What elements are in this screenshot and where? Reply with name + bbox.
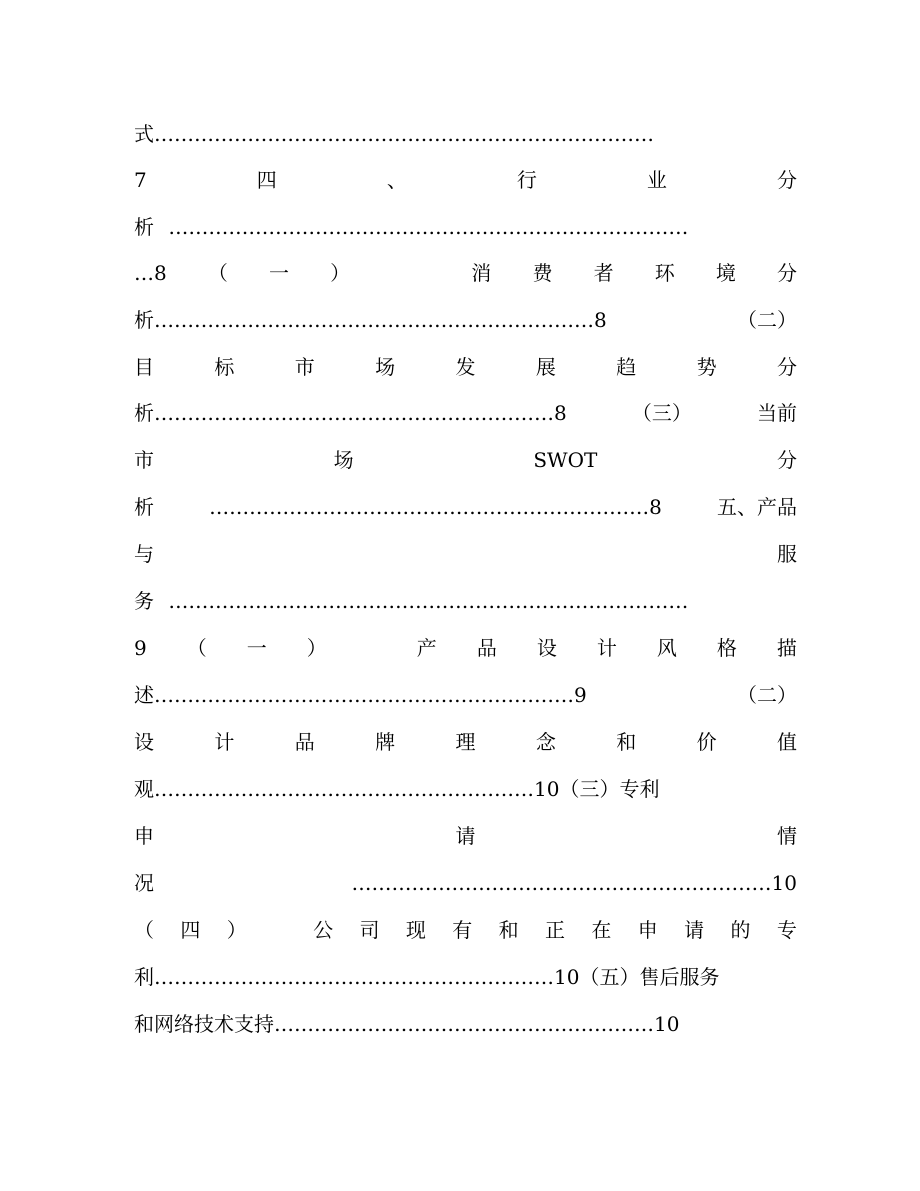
toc-char: 司 xyxy=(359,918,380,942)
toc-char: 市 xyxy=(294,355,315,379)
toc-char: 四 xyxy=(180,918,201,942)
toc-char: 在 xyxy=(591,918,612,942)
toc-line xyxy=(134,820,797,852)
toc-line xyxy=(134,118,797,150)
toc-leader: …………………………………………………………………… xyxy=(168,215,689,239)
toc-char: 计 xyxy=(596,636,617,660)
toc-char: 与 xyxy=(134,542,154,566)
toc-line xyxy=(134,397,797,429)
toc-char: 目 xyxy=(134,355,154,379)
toc-line xyxy=(134,257,797,289)
toc-line xyxy=(134,679,797,711)
toc-line xyxy=(134,164,797,196)
toc-char: 境 xyxy=(715,261,736,285)
toc-char: 环 xyxy=(654,261,675,285)
toc-char: 标 xyxy=(214,355,235,379)
toc-char: 分 xyxy=(776,448,797,472)
toc-char: 务 xyxy=(134,589,154,613)
toc-char: 现 xyxy=(405,918,426,942)
toc-char: 申 xyxy=(637,918,658,942)
toc-char: 场 xyxy=(333,448,354,472)
toc-entry: 和网络技术支持…………………………………………………10 xyxy=(134,1012,680,1036)
toc-char: 析 xyxy=(134,495,154,519)
toc-line xyxy=(134,351,797,383)
toc-leader: ………………………………………………………10 xyxy=(351,871,797,895)
toc-char: 有 xyxy=(452,918,473,942)
toc-char: 品 xyxy=(476,636,497,660)
toc-char: 专 xyxy=(776,918,797,942)
toc-line xyxy=(134,211,797,243)
toc-entry-tail: 析…………………………………………………………8 xyxy=(134,308,607,332)
toc-char: 和 xyxy=(616,730,637,754)
toc-char: 势 xyxy=(696,355,717,379)
toc-char: 发 xyxy=(455,355,476,379)
toc-char: 情 xyxy=(777,824,797,848)
toc-char: 分 xyxy=(777,355,797,379)
toc-char: 消 xyxy=(471,261,492,285)
toc-entry-tail: 析……………………………………………………8 xyxy=(134,401,567,425)
toc-char: 请 xyxy=(684,918,705,942)
toc-char: 申 xyxy=(134,824,154,848)
toc-char: 品 xyxy=(294,730,315,754)
toc-char: ） xyxy=(330,261,351,285)
toc-char: 正 xyxy=(545,918,565,942)
toc-char: 产 xyxy=(416,636,437,660)
toc-char: 况 xyxy=(134,871,154,895)
toc-char: 当前 xyxy=(756,401,797,425)
toc-char: 计 xyxy=(214,730,235,754)
toc-char: 业 xyxy=(646,168,667,192)
toc-line xyxy=(134,961,797,993)
toc-leader: …………………………………………………………………… xyxy=(168,589,689,613)
toc-line xyxy=(134,773,797,805)
toc-leader: …………………………………………………………8 xyxy=(209,495,662,519)
toc-char: SWOT xyxy=(533,448,598,472)
toc-char: 请 xyxy=(455,824,476,848)
toc-line xyxy=(134,491,797,523)
toc-char: 服 xyxy=(777,542,797,566)
toc-char: 者 xyxy=(593,261,614,285)
toc-char: ） xyxy=(226,918,247,942)
toc-char: 一 xyxy=(246,636,267,660)
toc-char: 分 xyxy=(777,261,797,285)
toc-char: 行 xyxy=(516,168,537,192)
toc-line xyxy=(134,632,797,664)
toc-line xyxy=(134,1008,797,1040)
toc-char: 展 xyxy=(535,355,556,379)
toc-char: （三） xyxy=(631,401,692,425)
toc-page-number: 7 xyxy=(134,168,147,192)
toc-text: 式………………………………………………………………… xyxy=(134,122,654,146)
toc-char: （ xyxy=(207,261,228,285)
toc-char: 牌 xyxy=(375,730,396,754)
toc-line xyxy=(134,585,797,617)
toc-char: 值 xyxy=(777,730,797,754)
toc-char: （二） xyxy=(737,308,797,332)
toc-char: 念 xyxy=(535,730,556,754)
toc-line xyxy=(134,538,797,570)
toc-char: 公 xyxy=(313,918,334,942)
toc-char: 场 xyxy=(375,355,396,379)
toc-line xyxy=(134,444,797,476)
toc-entry-tail: 利……………………………………………………10（五）售后服务 xyxy=(134,965,720,989)
toc-char: 费 xyxy=(532,261,553,285)
toc-char: 四 xyxy=(256,168,277,192)
toc-char: 五、产品 xyxy=(716,495,797,519)
toc-page-number: 9 xyxy=(134,636,147,660)
toc-char: 设 xyxy=(536,636,557,660)
toc-char: 风 xyxy=(656,636,677,660)
toc-char: 理 xyxy=(455,730,476,754)
toc-char: 、 xyxy=(386,168,407,192)
toc-line xyxy=(134,726,797,758)
toc-char: 价 xyxy=(696,730,717,754)
toc-char: 格 xyxy=(716,636,737,660)
toc-line xyxy=(134,304,797,336)
toc-char: 的 xyxy=(730,918,751,942)
toc-char: （ xyxy=(186,636,207,660)
toc-char: 趋 xyxy=(616,355,637,379)
toc-line xyxy=(134,914,797,946)
toc-char: （二） xyxy=(737,683,797,707)
toc-char: 析 xyxy=(134,215,154,239)
toc-entry-tail: 观…………………………………………………10（三）专利 xyxy=(134,777,660,801)
toc-char: 设 xyxy=(134,730,154,754)
toc-char: 一 xyxy=(269,261,290,285)
toc-char: 描 xyxy=(776,636,797,660)
toc-char: 和 xyxy=(498,918,519,942)
toc-page-number: …8 xyxy=(134,261,167,285)
toc-char: （ xyxy=(134,918,154,942)
toc-char: 市 xyxy=(134,448,154,472)
toc-line xyxy=(134,867,797,899)
toc-char: ） xyxy=(306,636,327,660)
toc-char: 分 xyxy=(776,168,797,192)
toc-entry-tail: 述………………………………………………………9 xyxy=(134,683,587,707)
